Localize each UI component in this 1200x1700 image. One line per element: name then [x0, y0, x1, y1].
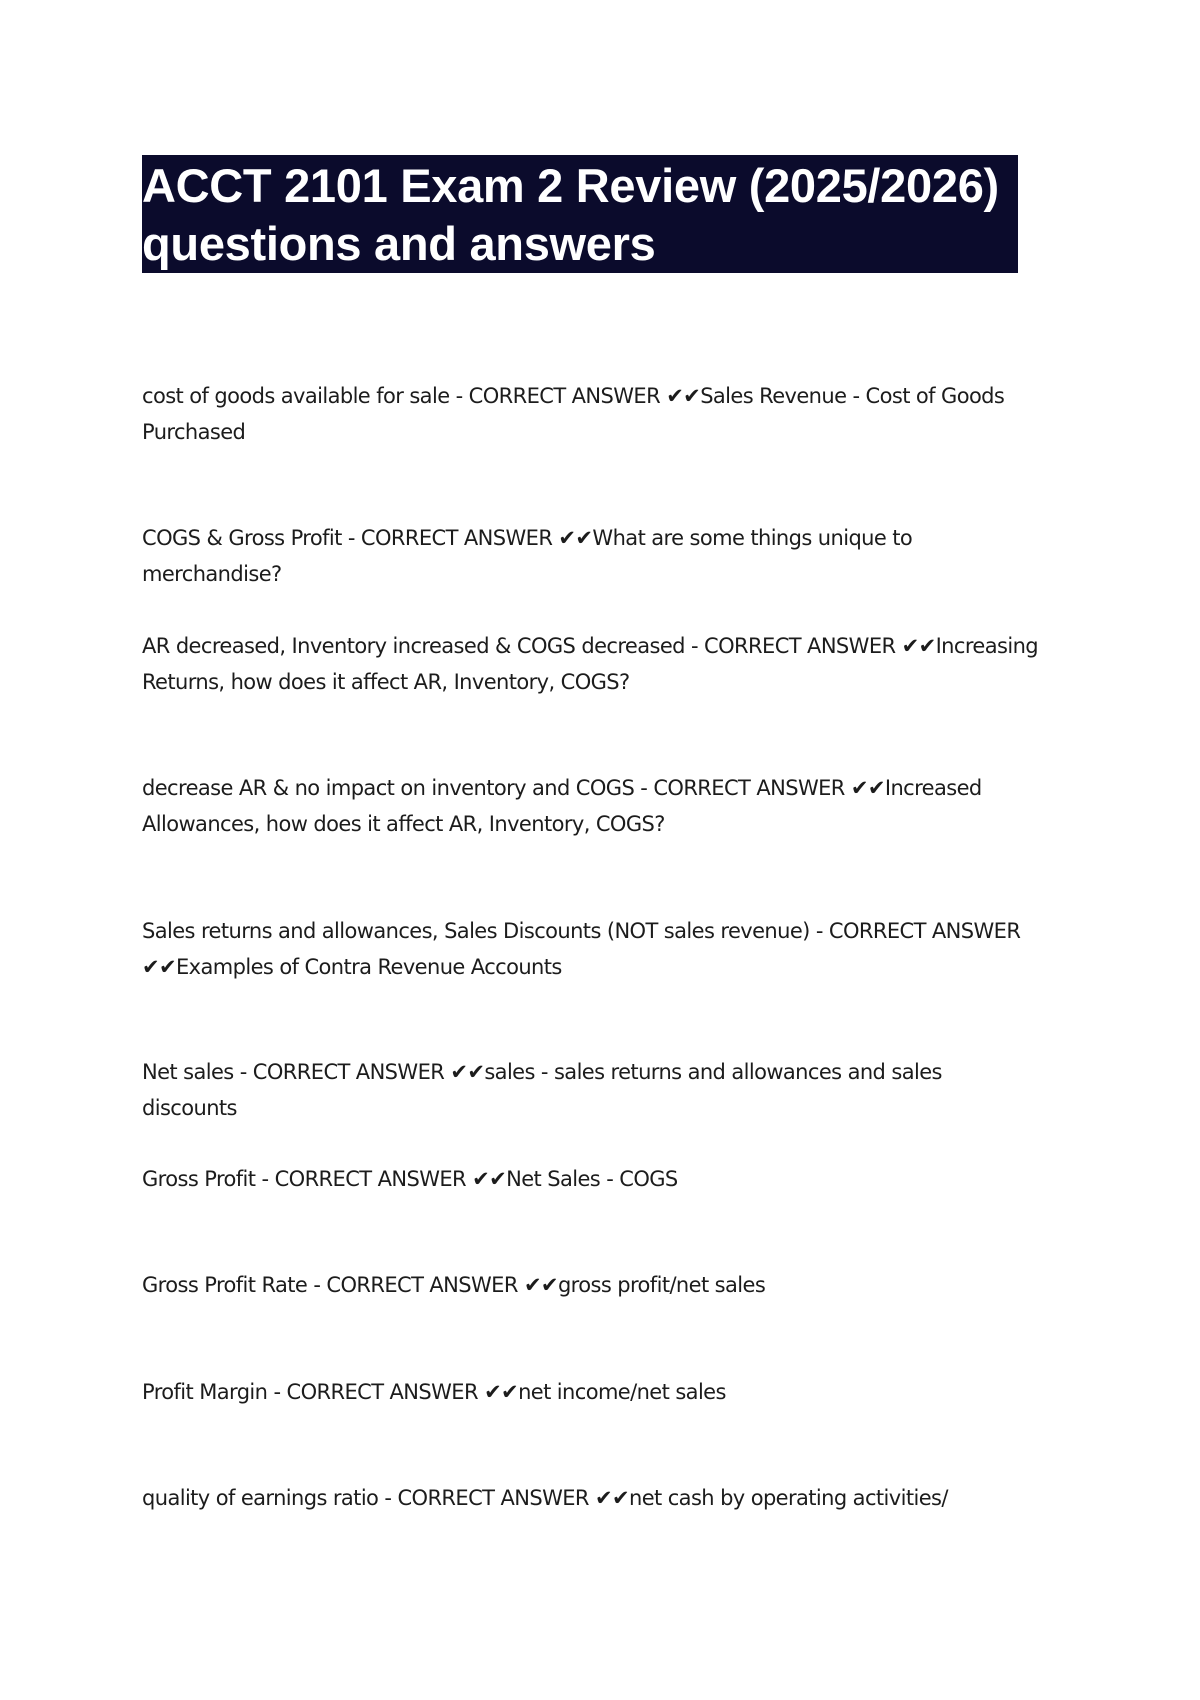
qa-item-3: [142, 628, 1042, 700]
document-title: [142, 155, 1018, 273]
qa-term: Net sales: [142, 1060, 234, 1084]
correct-answer-label: CORRECT ANSWER: [468, 384, 661, 408]
double-check-icon: ✔✔: [850, 776, 885, 800]
qa-prompt: gross profit/net sales: [557, 1273, 766, 1297]
qa-term: quality of earnings ratio: [142, 1486, 379, 1510]
qa-term: Sales returns and allowances, Sales Discounts (NOT sales revenue): [142, 919, 810, 943]
qa-item-9: [142, 1374, 1042, 1410]
qa-item-4: [142, 770, 1042, 842]
qa-term: Gross Profit: [142, 1167, 256, 1191]
correct-answer-label: CORRECT ANSWER: [274, 1167, 467, 1191]
correct-answer-label: CORRECT ANSWER: [360, 526, 553, 550]
qa-separator: -: [233, 1060, 253, 1084]
double-check-icon: ✔✔: [666, 384, 701, 408]
qa-separator: -: [341, 526, 361, 550]
qa-item-1: [142, 378, 1042, 450]
qa-term: cost of goods available for sale: [142, 384, 450, 408]
double-check-icon: ✔✔: [558, 526, 593, 550]
double-check-icon: ✔✔: [484, 1380, 519, 1404]
qa-item-5: [142, 913, 1042, 985]
qa-separator: -: [255, 1167, 275, 1191]
title-line-2: questions and answers: [142, 217, 656, 270]
correct-answer-label: CORRECT ANSWER: [704, 634, 896, 658]
qa-item-6: [142, 1054, 1042, 1126]
correct-answer-label: CORRECT ANSWER: [252, 1060, 445, 1084]
qa-item-2: [142, 520, 1042, 592]
qa-term: Profit Margin: [142, 1380, 268, 1404]
qa-prompt: Net Sales - COGS: [506, 1167, 678, 1191]
qa-separator: -: [684, 634, 705, 658]
double-check-icon: ✔✔: [142, 955, 176, 979]
qa-prompt: Increasing Returns, how does it affect AR, Inventory, COGS?: [142, 634, 1039, 694]
qa-separator: -: [449, 384, 469, 408]
qa-term: COGS & Gross Profit: [142, 526, 342, 550]
qa-prompt: net cash by operating activities/: [628, 1486, 948, 1510]
qa-separator: -: [634, 776, 654, 800]
qa-prompt: Examples of Contra Revenue Accounts: [176, 955, 562, 979]
correct-answer-label: CORRECT ANSWER: [653, 776, 845, 800]
double-check-icon: ✔✔: [450, 1060, 485, 1084]
double-check-icon: ✔✔: [523, 1273, 558, 1297]
qa-item-10: [142, 1480, 1042, 1516]
double-check-icon: ✔✔: [594, 1486, 629, 1510]
qa-separator: -: [809, 919, 829, 943]
qa-term: Gross Profit Rate: [142, 1273, 308, 1297]
qa-prompt: sales - sales returns and allowances and sales discounts: [142, 1060, 942, 1120]
qa-term: decrease AR & no impact on inventory and COGS: [142, 776, 635, 800]
qa-prompt: What are some things unique to merchandise?: [142, 526, 913, 586]
qa-item-7: [142, 1161, 1042, 1197]
correct-answer-label: CORRECT ANSWER: [397, 1486, 589, 1510]
qa-separator: -: [307, 1273, 327, 1297]
title-line-1: ACCT 2101 Exam 2 Review (2025/2026): [142, 159, 999, 212]
double-check-icon: ✔✔: [472, 1167, 507, 1191]
correct-answer-label: CORRECT ANSWER: [286, 1380, 478, 1404]
double-check-icon: ✔✔: [901, 634, 936, 658]
qa-separator: -: [267, 1380, 287, 1404]
correct-answer-label: CORRECT ANSWER: [828, 919, 1021, 943]
qa-prompt: Increased Allowances, how does it affect AR, Inventory, COGS?: [142, 776, 982, 836]
qa-prompt: Sales Revenue - Cost of Goods Purchased: [142, 384, 1005, 444]
qa-prompt: net income/net sales: [518, 1380, 726, 1404]
qa-term: AR decreased, Inventory increased & COGS decreased: [142, 634, 685, 658]
correct-answer-label: CORRECT ANSWER: [326, 1273, 518, 1297]
qa-item-8: [142, 1267, 1042, 1303]
qa-separator: -: [378, 1486, 398, 1510]
